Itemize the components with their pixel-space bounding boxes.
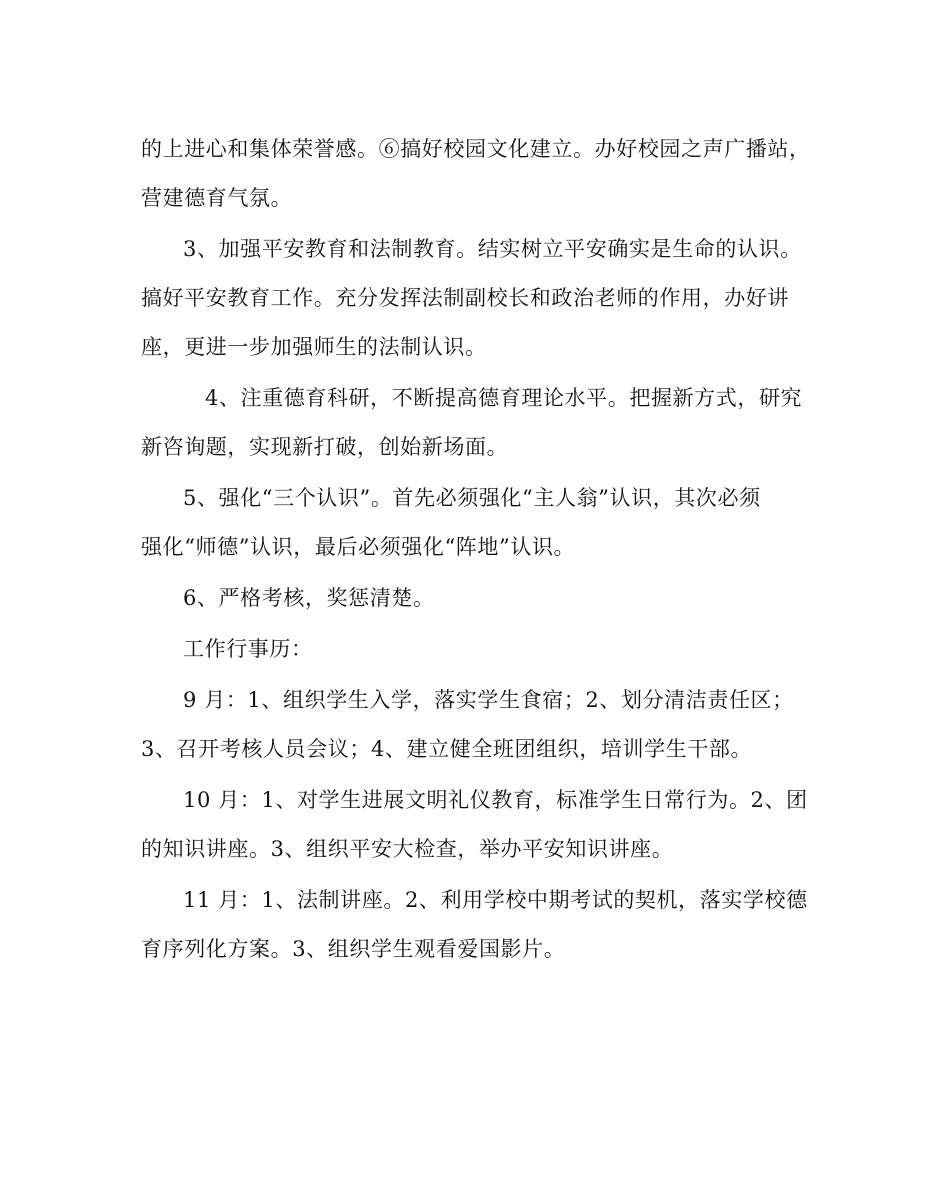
text-line: 育序列化方案。3、组织学生观看爱国影片。 (141, 937, 566, 961)
text-line: 3、召开考核人员会议；4、建立健全班团组织，培训学生干部。 (141, 737, 753, 761)
paragraph-schedule-heading (141, 625, 811, 674)
text-line: 3、加强平安教育和法制教育。结实树立平安确实是生命的认识。 (183, 237, 802, 261)
text-line: 6、严格考核，奖惩清楚。 (183, 586, 435, 610)
paragraph-september (141, 676, 811, 774)
text-line: 搞好平安教育工作。充分发挥法制副校长和政治老师的作用，办好讲 (141, 286, 789, 310)
text-line: 新咨询题，实现新打破，创始新场面。 (141, 435, 509, 459)
text-line: 9 月：1、组织学生入学，落实学生食宿；2、划分清洁责任区； (183, 688, 794, 712)
text-line: 10 月：1、对学生进展文明礼仪教育，标准学生日常行为。2、团 (183, 788, 808, 812)
paragraph-october (141, 776, 811, 874)
text-line: 5、强化“三个认识”。首先必须强化“主人翁”认识，其次必须 (183, 486, 761, 510)
paragraph-safety-education (141, 225, 811, 372)
paragraph-three-awareness (141, 474, 811, 572)
document-body (141, 125, 811, 976)
text-line: 4、注重德育科研，不断提高德育理论水平。把握新方式，研究 (205, 386, 803, 410)
text-line: 营建德育气氛。 (141, 186, 293, 210)
text-line: 工作行事历： (183, 637, 313, 661)
text-line: 强化“师德”认识，最后必须强化“阵地”认识。 (141, 535, 576, 559)
paragraph-morale (141, 125, 811, 223)
paragraph-assessment (141, 574, 811, 623)
text-line: 的上进心和集体荣誉感。⑥搞好校园文化建立。办好校园之声广播站， (141, 137, 811, 161)
text-line: 的知识讲座。3、组织平安大检查，举办平安知识讲座。 (141, 837, 674, 861)
text-line: 11 月：1、法制讲座。2、利用学校中期考试的契机，落实学校德 (183, 888, 808, 912)
paragraph-moral-research (141, 374, 811, 472)
paragraph-november (141, 876, 811, 974)
text-line: 座，更进一步加强师生的法制认识。 (141, 335, 487, 359)
